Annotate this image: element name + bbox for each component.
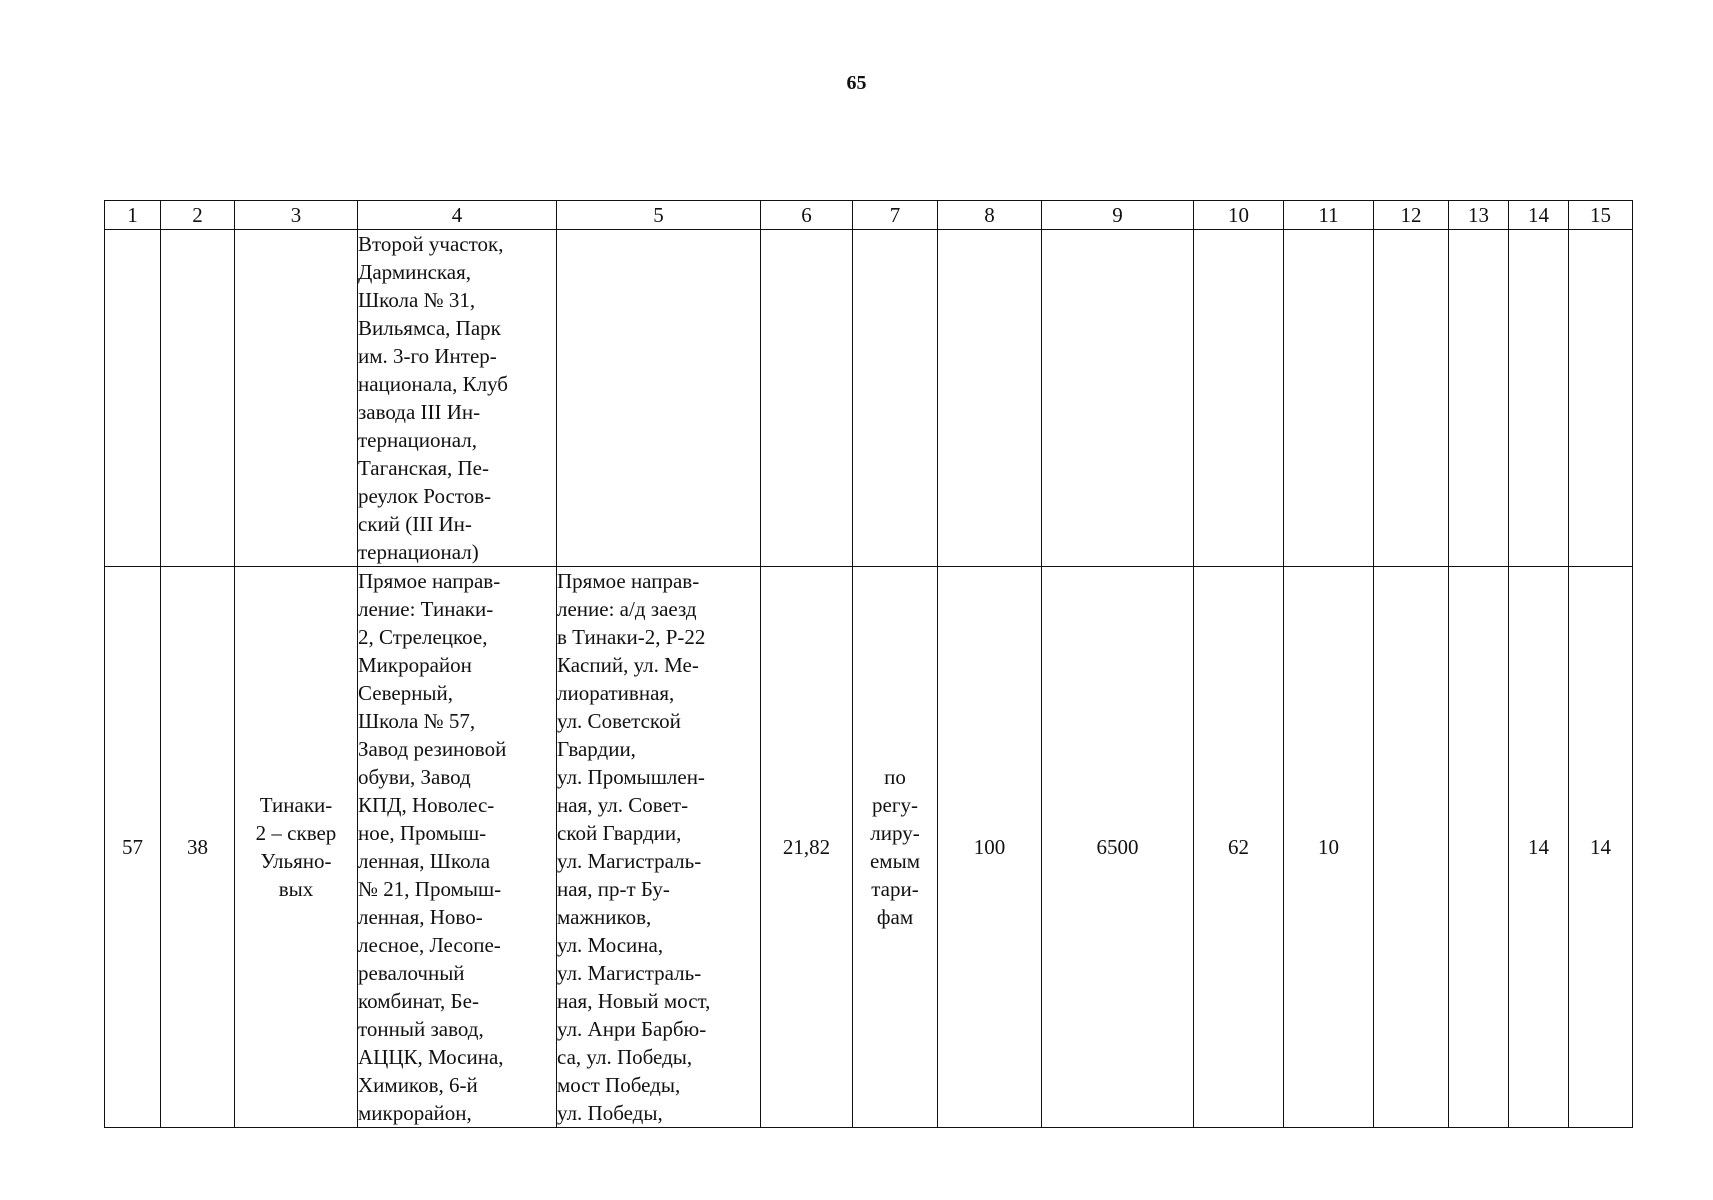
table-cell [161, 230, 235, 567]
column-header: 5 [557, 201, 761, 230]
table-cell [1284, 230, 1374, 567]
column-header: 3 [235, 201, 358, 230]
route-length-cell: 21,82 [761, 567, 853, 1128]
column-header: 15 [1569, 201, 1633, 230]
column-header: 11 [1284, 201, 1374, 230]
table-cell [1194, 230, 1284, 567]
stops-forward-continued: Второй участок, Дарминская, Школа № 31, Вильямса, Парк им. 3-го Интер- национала, Клуб завода III Ин- тернационал, Таганская, Пе- реулок Ростов- ский (III Ин- тернационал) [358, 230, 557, 567]
table-cell-col12 [1374, 567, 1449, 1128]
table-cell [938, 230, 1042, 567]
table-cell [1042, 230, 1194, 567]
table-cell-col11: 10 [1284, 567, 1374, 1128]
table-cell-col9: 6500 [1042, 567, 1194, 1128]
column-header: 9 [1042, 201, 1194, 230]
registration-number-cell: 57 [105, 567, 161, 1128]
column-header: 14 [1509, 201, 1569, 230]
table-cell [235, 230, 358, 567]
column-header: 6 [761, 201, 853, 230]
table-cell [1569, 230, 1633, 567]
table-cell-col10: 62 [1194, 567, 1284, 1128]
tariff-type-cell: по регу- лиру- емым тари- фам [853, 567, 938, 1128]
table-cell [1374, 230, 1449, 567]
stops-cell: Прямое направ- ление: Тинаки- 2, Стрелецкое, Микрорайон Северный, Школа № 57, Завод резиновой обуви, Завод КПД, Новолес- ное, Промыш- ленная, Школа № 21, Промыш- ленная, Ново- лесное, Лесопе- ревалочный комбинат, Бе- тонный завод, АЦЦК, Мосина, Химиков, 6-й микрорайон, [358, 567, 557, 1128]
column-header: 7 [853, 201, 938, 230]
column-header: 10 [1194, 201, 1284, 230]
route-table [104, 200, 1633, 1128]
column-header: 13 [1449, 201, 1509, 230]
column-header: 4 [358, 201, 557, 230]
route-row [105, 567, 1633, 1128]
route-number-cell: 38 [161, 567, 235, 1128]
table-cell [1509, 230, 1569, 567]
route-name-cell: Тинаки- 2 – сквер Ульяно- вых [235, 567, 358, 1128]
column-header: 2 [161, 201, 235, 230]
table-cell [557, 230, 761, 567]
table-cell-col8: 100 [938, 567, 1042, 1128]
column-header: 8 [938, 201, 1042, 230]
table-cell-col14: 14 [1509, 567, 1569, 1128]
column-number-header-row [105, 201, 1633, 230]
column-header: 12 [1374, 201, 1449, 230]
continuation-row [105, 230, 1633, 567]
table-cell [105, 230, 161, 567]
table-cell-col13 [1449, 567, 1509, 1128]
table-cell [761, 230, 853, 567]
table-cell-col15: 14 [1569, 567, 1633, 1128]
table-cell [853, 230, 938, 567]
streets-cell: Прямое направ- ление: а/д заезд в Тинаки-2, Р-22 Каспий, ул. Ме- лиоративная, ул. Советской Гвардии, ул. Промышлен- ная, ул. Совет- ской Гвардии, ул. Магистраль- ная, пр-т Бу- мажников, ул. Мосина, ул. Магистраль- ная, Новый мост, ул. Анри Барбю- са, ул. Победы, мост Победы, ул. Победы, [557, 567, 761, 1128]
table-cell [1449, 230, 1509, 567]
page-number: 65 [846, 72, 867, 94]
column-header: 1 [105, 201, 161, 230]
